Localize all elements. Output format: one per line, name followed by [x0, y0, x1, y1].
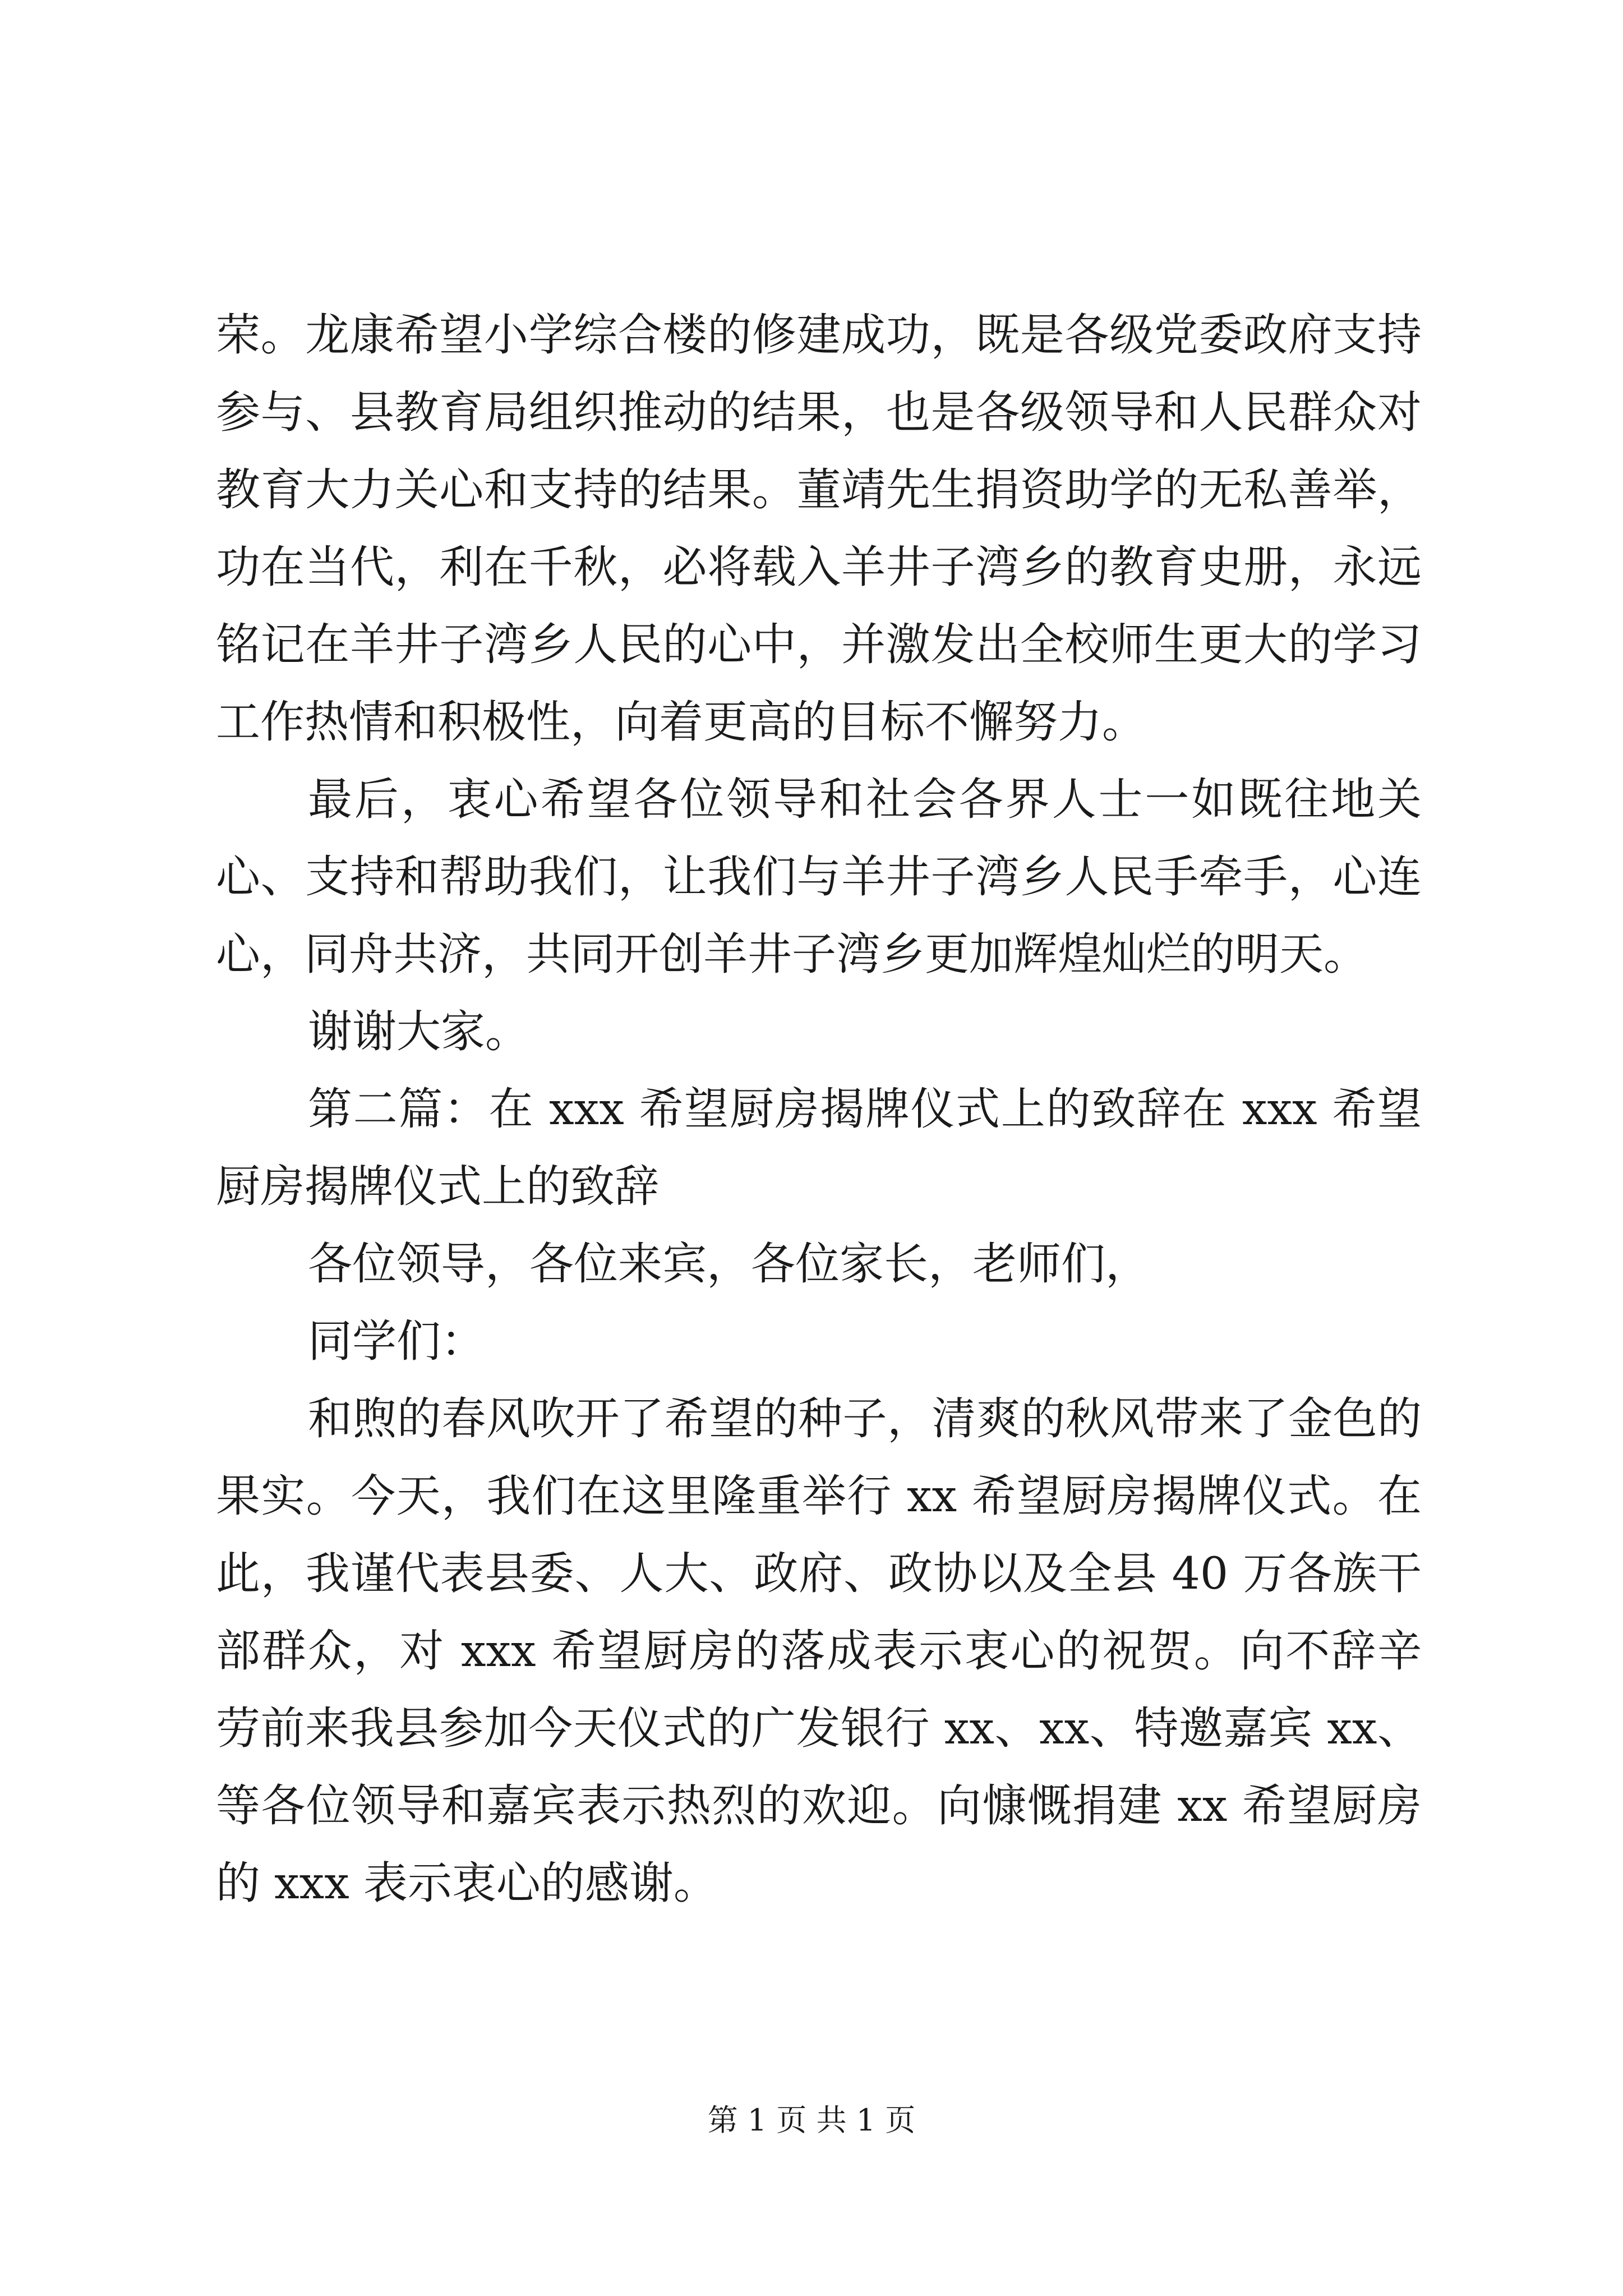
paragraph-closing-wishes: 最后，衷心希望各位领导和社会各界人士一如既往地关心、支持和帮助我们，让我们与羊井子湾乡人民手牵手，心连心，同舟共济，共同开创羊井子湾乡更加辉煌灿烂的明天。	[216, 774, 1422, 980]
section-heading: 第二篇：在 xxx 希望厨房揭牌仪式上的致辞在 xxx 希望厨房揭牌仪式上的致辞	[216, 1083, 1422, 1212]
page-footer: 第 1 页 共 1 页	[707, 2102, 916, 2138]
paragraph-thanks: 谢谢大家。	[308, 1006, 529, 1057]
paragraph-continuation: 荣。龙康希望小学综合楼的修建成功，既是各级党委政府支持参与、县教育局组织推动的结果，也是各级领导和人民群众对教育大力关心和支持的结果。董靖先生捐资助学的无私善举，功在当代，利在千秋，必将载入羊井子湾乡的教育史册，永远铭记在羊井子湾乡人民的心中，并激发出全校师生更大的学习工作热情和积极性，向着更高的目标不懈努力。	[216, 309, 1422, 748]
document-body	[216, 296, 1422, 1922]
paragraph-opening: 和煦的春风吹开了希望的种子，清爽的秋风带来了金色的果实。今天，我们在这里隆重举行 xx 希望厨房揭牌仪式。在此，我谨代表县委、人大、政府、政协以及全县 40 万各族干部群众，对 xxx 希望厨房的落成表示衷心的祝贺。向不辞辛劳前来我县参加今天仪式的广发银行 xx、xx、特邀嘉宾 xx、等各位领导和嘉宾表示热烈的欢迎。向慷慨捐建 xx 希望厨房的 xxx 表示衷心的感谢。	[216, 1393, 1422, 1909]
salutation-line: 各位领导，各位来宾，各位家长，老师们，	[308, 1238, 1150, 1290]
salutation-students: 同学们：	[308, 1315, 485, 1367]
